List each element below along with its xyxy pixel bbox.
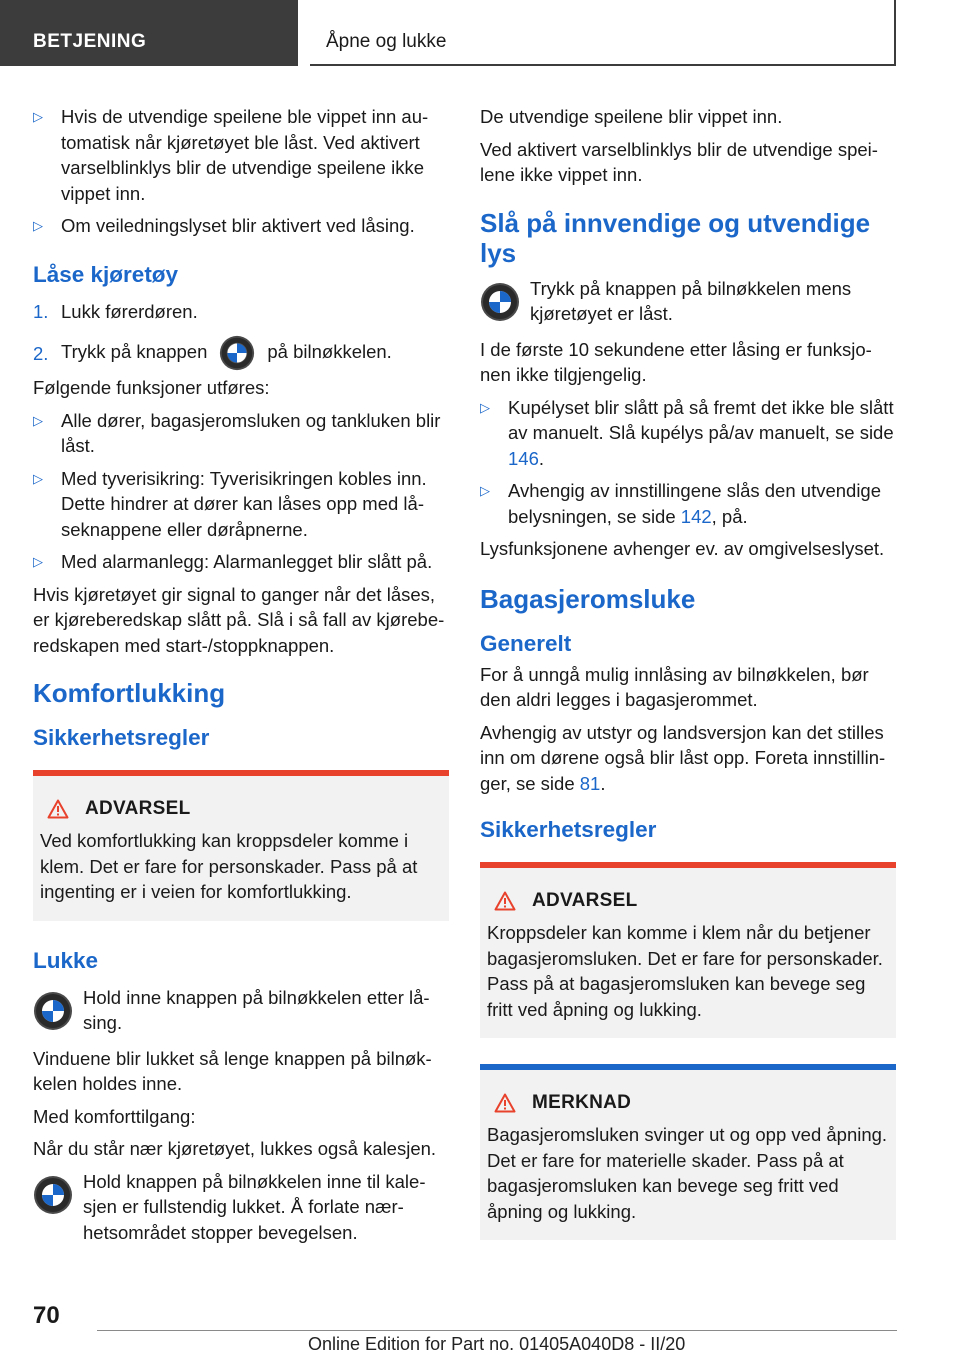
paragraph: Avhengig av utstyr og landsversjon kan det stilles inn om dørene også blir låst opp. Foreta innstillinger, se side 81. (480, 721, 886, 794)
warning-triangle-icon (47, 799, 69, 819)
list-item: ▷ Hvis de utvendige speilene ble vippet inn automatisk når kjøretøyet ble låst. Ved aktivert varselblinklys blir de utvendige speilene ikke vippet inn. (33, 106, 429, 204)
paragraph: Med komforttilgang: (33, 1105, 196, 1127)
warning-box (480, 862, 896, 1038)
heading-generelt: Generelt (480, 630, 572, 656)
paragraph: For å unngå mulig innlåsing av bilnøkkelen, bør den aldri legges i bagasjerommet. (480, 663, 869, 710)
chapter-title: Åpne og lukke (310, 0, 896, 66)
right-column (480, 104, 896, 1266)
bmw-key-logo-icon (33, 1175, 73, 1215)
page-link-142[interactable]: 142 (680, 505, 712, 527)
footer-divider (97, 1330, 897, 1331)
bmw-key-logo-icon (480, 282, 520, 322)
heading-komfortlukking: Komfortlukking (33, 678, 226, 708)
page-number: 70 (33, 1302, 60, 1329)
paragraph: Følgende funksjoner utføres: (33, 377, 270, 398)
note-box (480, 1064, 896, 1240)
section-label: BETJENING (0, 0, 298, 66)
warning-text: Kroppsdeler kan komme i klem når du betjener bagasjeromsluken. Det er fare for personskader. Pass på at bagasjeromsluken kan bevege seg fritt ved åpning og lukking. (487, 922, 883, 1020)
triangle-bullet-icon: ▷ (33, 470, 43, 486)
triangle-bullet-icon: ▷ (33, 554, 43, 569)
note-label: MERKNAD (532, 1092, 632, 1113)
list-item: ▷ Alle dører, bagasjeromsluken og tankluken blir låst. (33, 409, 441, 456)
heading-bagasjeromsluke: Bagasjeromsluke (480, 583, 696, 614)
heading-sla-pa-lys: Slå på innvendige og utvendige lys (480, 207, 871, 268)
paragraph: I de første 10 sekundene etter låsing er funksjonen ikke tilgjengelig. (480, 338, 872, 385)
bmw-key-logo-icon (219, 335, 255, 371)
warning-label: ADVARSEL (532, 890, 638, 911)
heading-lukke: Lukke (33, 947, 99, 973)
key-instruction: Hold inne knappen på bilnøkkelen etter låsing. (33, 985, 449, 1036)
page-link-146[interactable]: 146 (508, 447, 539, 469)
triangle-bullet-icon: ▷ (33, 109, 43, 124)
paragraph: Når du står nær kjøretøyet, lukkes også kalesjen. (33, 1138, 437, 1159)
page-link-81[interactable]: 81 (579, 772, 601, 794)
triangle-bullet-icon: ▷ (33, 412, 43, 428)
triangle-bullet-icon: ▷ (33, 218, 43, 233)
paragraph: Hvis kjøretøyet gir signal to ganger når det låses, er kjøreberedskap slått på. Slå i så fall av kjøreberedskapen med start-/stoppknappen. (33, 583, 445, 656)
left-column (33, 104, 449, 1255)
paragraph: Vinduene blir lukket så lenge knappen på bilnøkkelen holdes inne. (33, 1047, 432, 1094)
paragraph: De utvendige speilene blir vippet inn. (480, 106, 783, 127)
paragraph: Lysfunksjonene avhenger ev. av omgivelseslyset. (480, 538, 885, 559)
step-item: 1. Lukk førerdøren. (33, 300, 198, 322)
triangle-bullet-icon: ▷ (480, 399, 490, 415)
heading-sikkerhetsregler: Sikkerhetsregler (33, 725, 210, 750)
footer-edition: Online Edition for Part no. 01405A040D8 - II/20 (308, 1334, 686, 1354)
step-item: 2. Trykk på knappen på bilnøkkelen. (33, 335, 449, 371)
note-text: Bagasjeromsluken svinger ut og opp ved åpning. Det er fare for materielle skader. Pass på at bagasjeromsluken kan bevege seg fritt ved åpning og lukking. (487, 1124, 888, 1222)
key-instruction: Hold knappen på bilnøkkelen inne til kalesjen er fullstendig lukket. Å forlate nærhetsområdet stopper bevegelsen. (33, 1169, 449, 1246)
list-item: ▷ Avhengig av innstillingene slås den utvendige belysningen, se side 142, på. (480, 480, 882, 527)
paragraph: Ved aktivert varselblinklys blir de utvendige speilene ikke vippet inn. (480, 138, 878, 185)
warning-label: ADVARSEL (85, 798, 191, 819)
warning-triangle-icon (494, 1093, 516, 1113)
list-item: ▷ Om veiledningslyset blir aktivert ved låsing. (33, 213, 449, 239)
warning-box (33, 770, 449, 921)
heading-sikkerhetsregler: Sikkerhetsregler (480, 817, 657, 842)
list-item: ▷ Kupélyset blir slått på så fremt det ikke ble slått av manuelt. Slå kupélys på/av manuelt, se side 146. (480, 396, 894, 469)
warning-triangle-icon (494, 891, 516, 911)
triangle-bullet-icon: ▷ (480, 483, 490, 498)
list-item: ▷ Med tyverisikring: Tyverisikringen kobles inn. Dette hindrer at dører kan låses opp med låseknappene eller døråpnerne. (33, 467, 427, 540)
key-instruction: Trykk på knappen på bilnøkkelen mens kjøretøyet er låst. (480, 276, 896, 327)
bmw-key-logo-icon (33, 991, 73, 1031)
warning-text: Ved komfortlukking kan kroppsdeler komme i klem. Det er fare for personskader. Pass på at ingenting er i veien for komfortlukking. (40, 830, 418, 902)
heading-lase-kjoretoy: Låse kjøretøy (33, 261, 179, 287)
page-header (0, 0, 960, 66)
list-item: ▷ Med alarmanlegg: Alarmanlegget blir slått på. (33, 549, 449, 575)
